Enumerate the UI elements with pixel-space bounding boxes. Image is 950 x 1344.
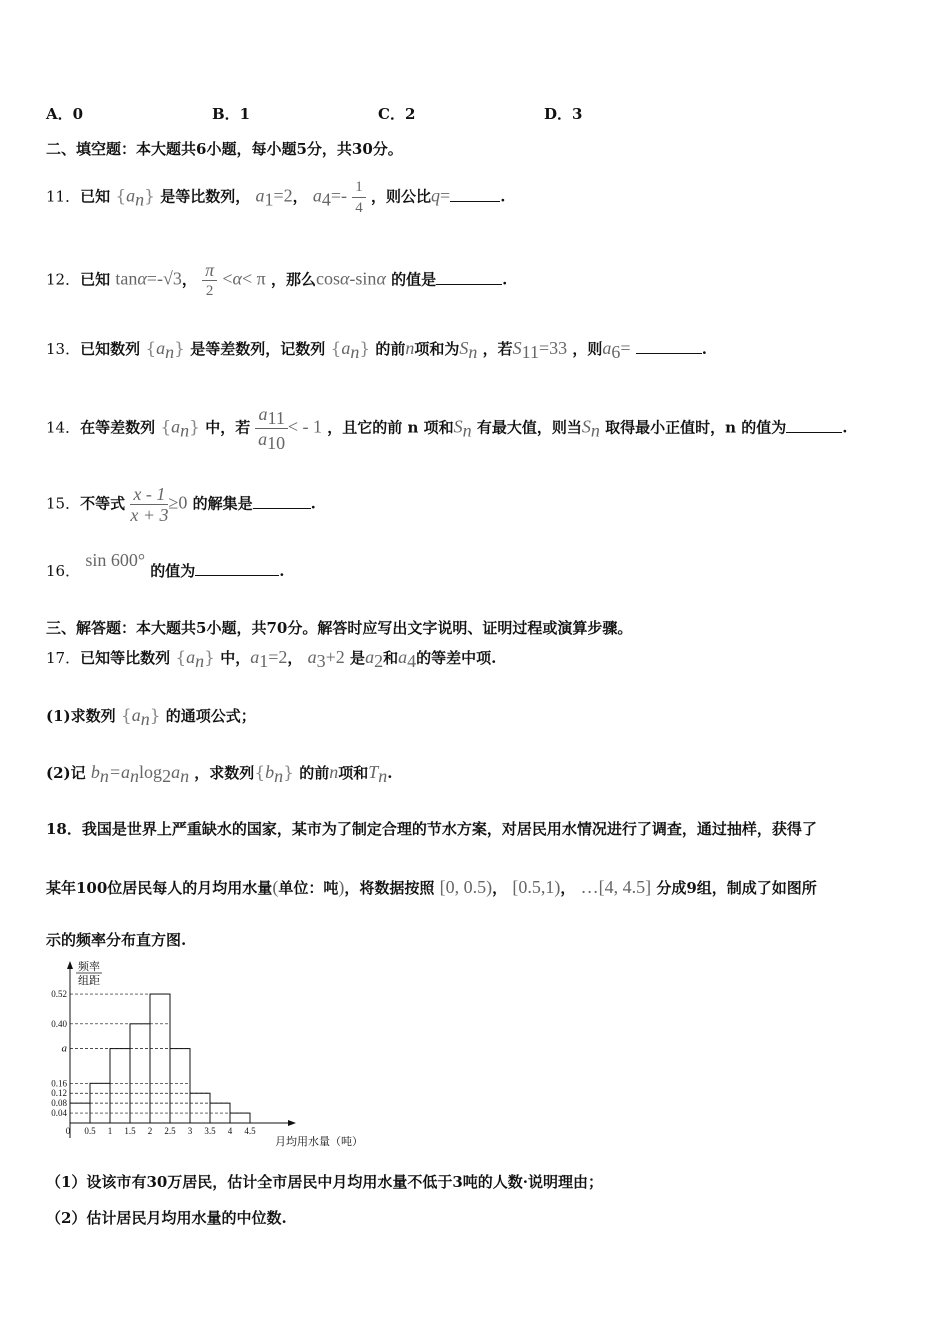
x-tick-label: 0 — [65, 1126, 71, 1136]
y-label-bottom: 组距 — [78, 975, 100, 987]
question-13: 13．已知数列 $\{a_n\}$ 是等差数列，记数列 $\{a_n\}$ 的前n项和为$S_n$ ，若$S_{11}=33$ ，则$a_6=$ . — [46, 338, 708, 362]
y-tick-label: 0.16 — [51, 1078, 67, 1089]
option-a: A．0 — [46, 105, 84, 123]
y-tick-label: 0.08 — [51, 1098, 67, 1109]
y-tick-label: a — [61, 1042, 67, 1055]
x-tick-label: 0.5 — [84, 1126, 96, 1136]
question-18-line-1: 18．我国是世界上严重缺水的国家，某市为了制定合理的节水方案，对居民用水情况进行了调查，通过抽样，获得了 — [46, 820, 817, 838]
question-17: 17．已知等比数列 $\{a_n\}$ 中，$a_1=2$， $a_3+2$ 是$a_2$和$a_4$的等差中项. — [46, 647, 497, 671]
section-3-heading: 三、解答题：本大题共5小题，共70分。解答时应写出文字说明、证明过程或演算步骤。 — [46, 619, 633, 637]
answer-blank-15[interactable] — [253, 496, 311, 509]
x-tick-label: 1.5 — [124, 1126, 136, 1136]
histogram-bar — [110, 1049, 130, 1123]
x-tick-label: 2.5 — [164, 1126, 176, 1136]
fraction-inequality: $\frac{x - 1}{x + 3}$ — [130, 484, 169, 525]
question-11: 11．已知 $\{a_n\}$ 是等比数列， $a_1=2$， $a_4=-$ $\frac{1}{4}$ ，则公比q= . — [46, 179, 506, 216]
y-tick-label: 0.12 — [51, 1088, 67, 1099]
y-tick-label: 0.04 — [51, 1108, 67, 1119]
options-row — [46, 103, 582, 124]
x-tick-label: 4 — [227, 1126, 233, 1136]
question-18-line-2: 某年100位居民每人的月均用水量(单位：吨)，将数据按照 [0, 0.5)， [0.5,1)， …[4, 4.5] 分成9组，制成了如图所 — [46, 877, 817, 897]
option-d: D．3 — [544, 105, 583, 123]
question-17-part-1: (1)求数列 $\{a_n\}$ 的通项公式； — [46, 705, 256, 729]
x-axis-label: 月均用水量（吨） — [275, 1136, 363, 1148]
x-tick-labels — [66, 1126, 256, 1136]
y-tick-labels — [51, 989, 67, 1118]
answer-blank-11[interactable] — [450, 189, 500, 202]
y-tick-label: 0.40 — [51, 1018, 67, 1029]
histogram-bar — [230, 1113, 250, 1123]
x-tick-label: 3 — [187, 1126, 193, 1136]
x-tick-label: 4.5 — [244, 1126, 256, 1136]
y-tick-label: 0.52 — [51, 989, 67, 1000]
x-tick-label: 1 — [107, 1126, 113, 1136]
histogram-bar — [130, 1024, 150, 1123]
histogram-bars — [70, 994, 250, 1123]
histogram-bar — [150, 994, 170, 1123]
x-axis-arrow — [288, 1120, 296, 1126]
question-18-part-1: （1）设该市有30万居民，估计全市居民中月均用水量不低于3吨的人数·说明理由； — [46, 1173, 603, 1191]
answer-blank-14[interactable] — [786, 420, 842, 433]
histogram-dashed-lines — [70, 994, 250, 1113]
question-17-part-2: (2)记 $b_n=a_n\log_2a_n$ ，求数列$\{b_n\}$ 的前n项和$T_n$. — [46, 762, 393, 786]
answer-blank-13[interactable] — [636, 341, 702, 354]
answer-blank-12[interactable] — [436, 272, 502, 285]
x-tick-label: 2 — [147, 1126, 153, 1136]
question-18-line-3: 示的频率分布直方图. — [46, 931, 187, 949]
question-15: 15．不等式 $\frac{x - 1}{x + 3}$ ≥0 的解集是 . — [46, 484, 316, 525]
question-14: 14．在等差数列 $\{a_n\}$ 中，若 $\frac{a_{11}}{a_{10}}$ < - 1 ，且它的前 n 项和$S_n$ 有最大值，则当$S_n$ 取得最小正值时，n 的值为 . — [46, 404, 848, 453]
histogram-bar — [170, 1049, 190, 1123]
section-2-heading: 二、填空题：本大题共6小题，每小题5分，共30分。 — [46, 140, 403, 158]
question-12: 12．已知 tanα=-√3， $\frac{\pi}{2}$ <α< π ，那么cosα-sinα 的值是 . — [46, 260, 508, 299]
answer-blank-16[interactable] — [195, 563, 279, 576]
y-axis-arrow — [67, 961, 73, 969]
option-b: B．1 — [212, 105, 251, 123]
y-label-top: 频率 — [78, 961, 100, 973]
question-18-part-2: （2）估计居民月均用水量的中位数. — [46, 1209, 287, 1227]
histogram-bar — [190, 1093, 210, 1123]
fraction-a11-over-a10: $\frac{a_{11}}{a_{10}}$ — [255, 404, 287, 453]
option-c: C．2 — [378, 105, 416, 123]
fraction-pi-over-2: $\frac{\pi}{2}$ — [202, 260, 217, 301]
fraction-one-quarter: $\frac{1}{4}$ — [352, 177, 366, 218]
histogram-axes — [67, 961, 296, 1138]
frequency-histogram — [40, 958, 370, 1153]
question-16: 16． sin 600° 的值为 . — [46, 550, 285, 580]
x-tick-label: 3.5 — [204, 1126, 216, 1136]
